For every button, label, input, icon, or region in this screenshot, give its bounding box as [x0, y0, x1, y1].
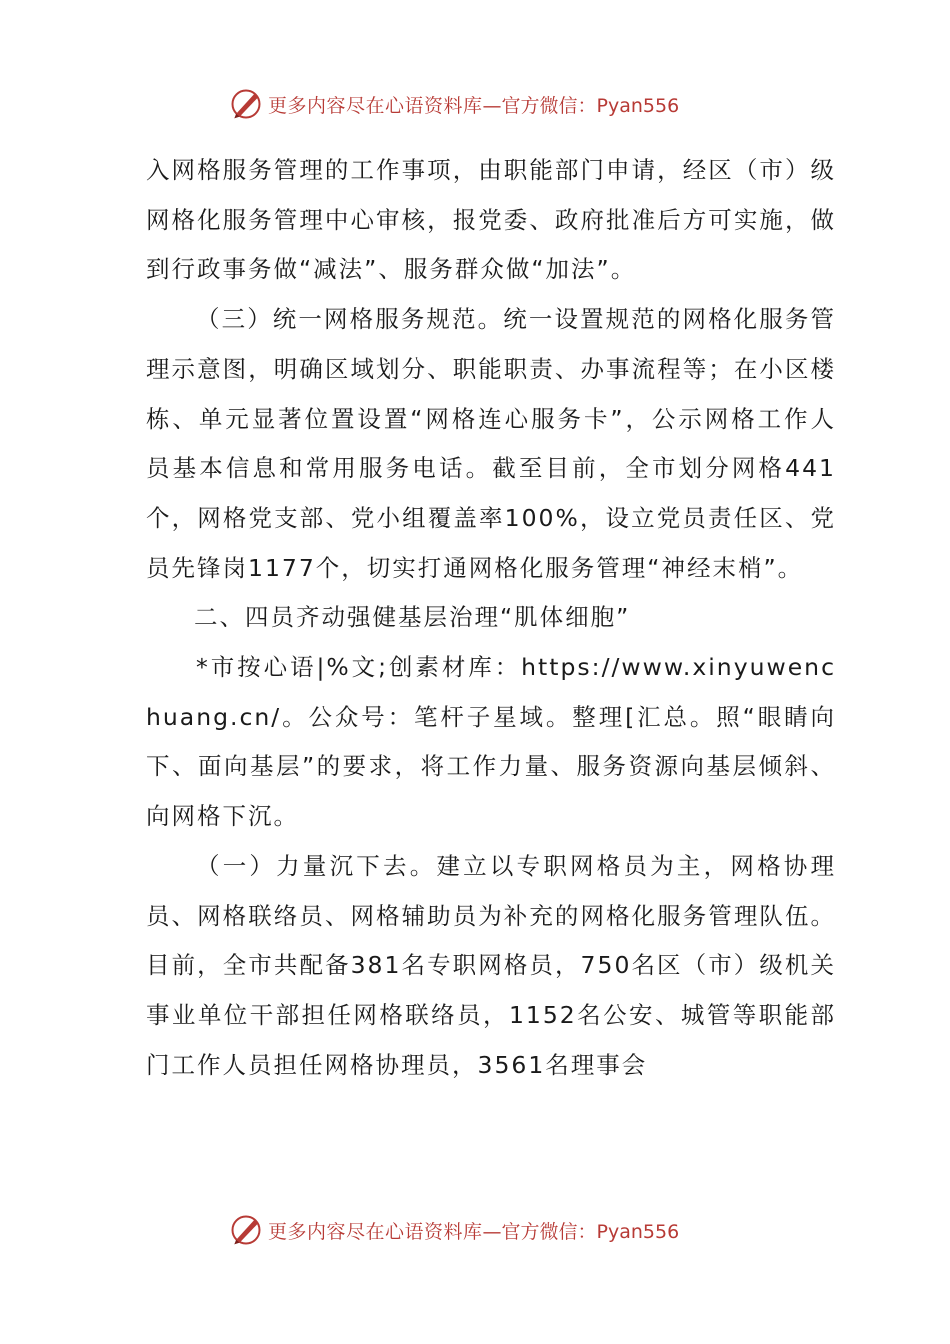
paragraph-3: *市按心语|%文;创素材库：https://www.xinyuwenchuang.cn/。公众号：笔杆子星域。整理[汇总。照“眼睛向下、面向基层”的要求，将工作力量、服务资源向基层倾斜、向网格下沉。 [146, 653, 836, 831]
footer-watermark-banner [228, 1210, 748, 1250]
header-watermark-banner [228, 84, 748, 124]
header-brand-text: 更多内容尽在心语资料库 [268, 94, 483, 117]
section-heading: 二、四员齐动强健基层治理“肌体细胞” [194, 603, 631, 632]
footer-contact-text: —官方微信：Pyan556 [482, 1220, 680, 1243]
paragraph-1: 入网格服务管理的工作事项，由职能部门申请，经区（市）级网格化服务管理中心审核，报党委、政府批准后方可实施，做到行政事务做“减法”、服务群众做“加法”。 [146, 156, 836, 284]
paragraph-2: （三）统一网格服务规范。统一设置规范的网格化服务管理示意图，明确区域划分、职能职责、办事流程等；在小区楼栋、单元显著位置设置“网格连心服务卡”，公示网格工作人员基本信息和常用服务电话。截至目前，全市划分网格441个，网格党支部、党小组覆盖率100%，设立党员责任区、党员先锋岗1177个，切实打通网格化服务管理“神经末梢”。 [146, 305, 836, 582]
header-contact-text: —官方微信：Pyan556 [482, 94, 680, 117]
pen-logo-icon [228, 1212, 264, 1248]
footer-brand-text: 更多内容尽在心语资料库 [268, 1220, 483, 1243]
document-body [146, 146, 836, 1090]
pen-logo-icon [228, 86, 264, 122]
paragraph-4: （一）力量沉下去。建立以专职网格员为主，网格协理员、网格联络员、网格辅助员为补充的网格化服务管理队伍。目前，全市共配备381名专职网格员，750名区（市）级机关事业单位干部担任网格联络员，1152名公安、城管等职能部门工作人员担任网格协理员，3561名理事会 [146, 851, 836, 1079]
